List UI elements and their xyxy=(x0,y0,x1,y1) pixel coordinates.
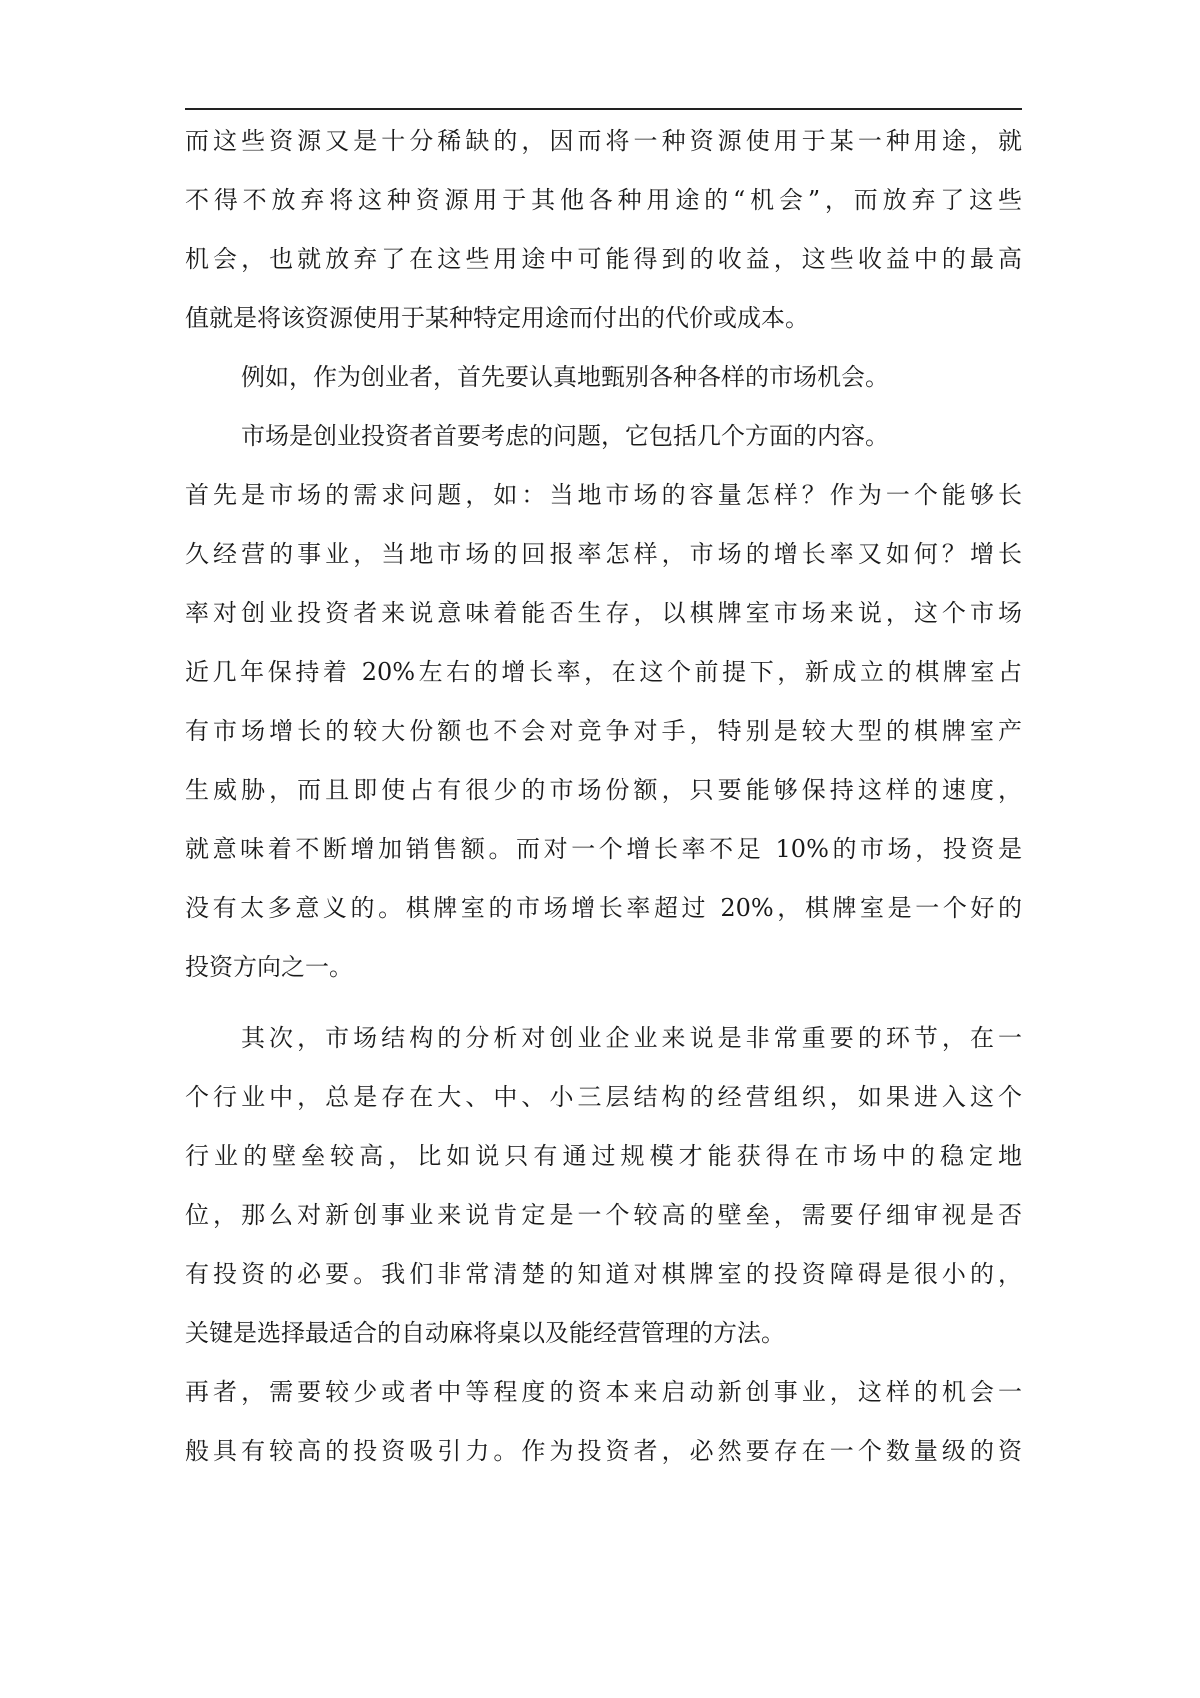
text-line: 投资方向之一。 xyxy=(185,953,353,981)
text-line: 有投资的必要。我们非常清楚的知道对棋牌室的投资障碍是很小的， xyxy=(185,1260,1022,1288)
text-line: 般具有较高的投资吸引力。作为投资者，必然要存在一个数量级的资 xyxy=(185,1437,1022,1465)
text-line: 位，那么对新创事业来说肯定是一个较高的壁垒，需要仔细审视是否 xyxy=(185,1201,1022,1229)
text-line: 不得不放弃将这种资源用于其他各种用途的“机会”，而放弃了这些 xyxy=(185,186,1022,214)
text-line: 而这些资源又是十分稀缺的，因而将一种资源使用于某一种用途，就 xyxy=(185,127,1022,155)
text-line: 首先是市场的需求问题，如：当地市场的容量怎样？作为一个能够长 xyxy=(185,481,1022,509)
text-line: 就意味着不断增加销售额。而对一个增长率不足 10%的市场，投资是 xyxy=(185,835,1022,863)
paragraph-line: 例如，作为创业者，首先要认真地甄别各种各样的市场机会。 xyxy=(241,363,889,391)
text-line: 久经营的事业，当地市场的回报率怎样，市场的增长率又如何？增长 xyxy=(185,540,1022,568)
text-line: 近几年保持着 20%左右的增长率，在这个前提下，新成立的棋牌室占 xyxy=(185,658,1022,686)
paragraph-line: 再者，需要较少或者中等程度的资本来启动新创事业，这样的机会一 xyxy=(185,1378,1022,1406)
text-line: 生威胁，而且即使占有很少的市场份额，只要能够保持这样的速度， xyxy=(185,776,1022,804)
text-line: 值就是将该资源使用于某种特定用途而付出的代价或成本。 xyxy=(185,304,809,332)
text-line: 率对创业投资者来说意味着能否生存，以棋牌室市场来说，这个市场 xyxy=(185,599,1022,627)
body-text xyxy=(185,112,1022,1481)
text-line: 没有太多意义的。棋牌室的市场增长率超过 20%，棋牌室是一个好的 xyxy=(185,894,1022,922)
header-rule xyxy=(185,108,1022,110)
text-line: 个行业中，总是存在大、中、小三层结构的经营组织，如果进入这个 xyxy=(185,1083,1022,1111)
text-line: 行业的壁垒较高，比如说只有通过规模才能获得在市场中的稳定地 xyxy=(185,1142,1022,1170)
text-line: 有市场增长的较大份额也不会对竞争对手，特别是较大型的棋牌室产 xyxy=(185,717,1022,745)
paragraph-line: 市场是创业投资者首要考虑的问题，它包括几个方面的内容。 xyxy=(241,422,889,450)
paragraph-line: 其次，市场结构的分析对创业企业来说是非常重要的环节，在一 xyxy=(241,1024,1022,1052)
text-line: 关键是选择最适合的自动麻将桌以及能经营管理的方法。 xyxy=(185,1319,785,1347)
text-line: 机会，也就放弃了在这些用途中可能得到的收益，这些收益中的最高 xyxy=(185,245,1022,273)
